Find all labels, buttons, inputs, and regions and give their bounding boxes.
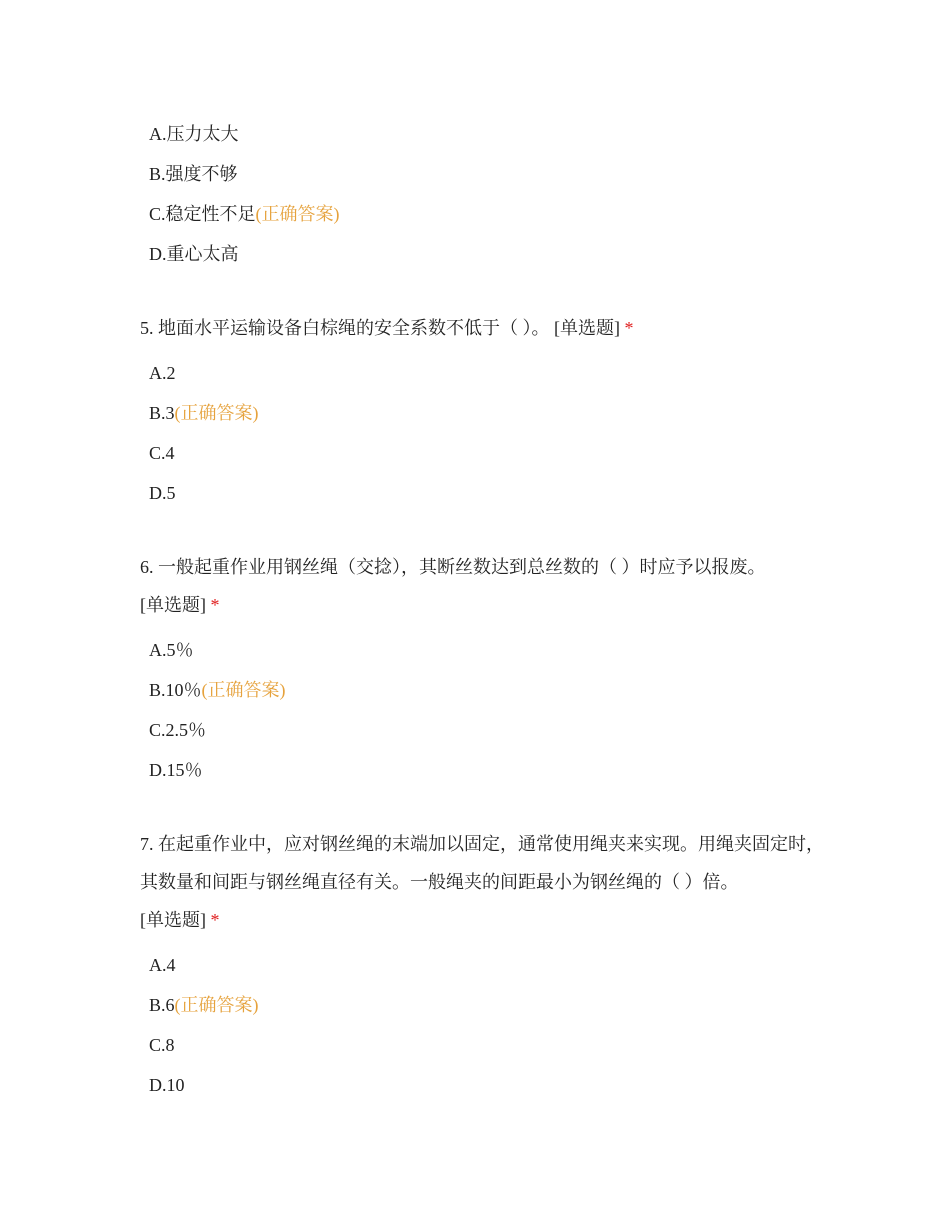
question-5-option-d: D.5 — [149, 483, 176, 503]
spacer — [140, 513, 830, 548]
question-5-option-b: B.3(正确答案) — [149, 403, 259, 423]
correct-answer-tag: (正确答案) — [174, 403, 259, 423]
question-type: [单选题] — [140, 910, 206, 930]
required-mark: * — [210, 910, 220, 930]
question-6-option-a: A.5％ — [149, 640, 194, 660]
question-5-stem: 5. 地面水平运输设备白棕绳的安全系数不低于（ ）。 [单选题] * — [140, 318, 634, 338]
required-mark: * — [210, 595, 220, 615]
question-type: [单选题] — [554, 318, 620, 338]
required-mark: * — [624, 318, 634, 338]
question-4 — [140, 114, 830, 274]
question-7-option-d: D.10 — [149, 1075, 185, 1095]
question-6-option-b: B.10％(正确答案) — [149, 680, 286, 700]
correct-answer-tag: (正确答案) — [174, 995, 259, 1015]
question-4-option-a: A.压力太大 — [149, 124, 239, 144]
question-7-option-c: C.8 — [149, 1035, 175, 1055]
question-7-options — [140, 945, 830, 1105]
spacer — [140, 790, 830, 825]
question-7-option-b: B.6(正确答案) — [149, 995, 259, 1015]
question-7 — [140, 825, 830, 1105]
question-6-stem: 6. 一般起重作业用钢丝绳（交捻），其断丝数达到总丝数的（ ）时应予以报废。 [单选题] * — [140, 557, 766, 615]
question-type: [单选题] — [140, 595, 206, 615]
correct-answer-tag: (正确答案) — [201, 680, 286, 700]
question-7-stem: 7. 在起重作业中，应对钢丝绳的末端加以固定，通常使用绳夹来实现。用绳夹固定时，其数量和间距与钢丝绳直径有关。一般绳夹的间距最小为钢丝绳的（ ）倍。 [单选题] * — [140, 834, 824, 930]
correct-answer-tag: (正确答案) — [255, 204, 340, 224]
question-4-options — [140, 114, 830, 274]
question-6-option-d: D.15％ — [149, 760, 203, 780]
survey-page — [140, 114, 830, 1105]
question-4-option-b: B.强度不够 — [149, 164, 238, 184]
question-6-option-c: C.2.5％ — [149, 720, 207, 740]
question-4-option-c: C.稳定性不足(正确答案) — [149, 204, 340, 224]
question-5-option-a: A.2 — [149, 363, 176, 383]
question-5 — [140, 309, 830, 513]
question-6-options — [140, 630, 830, 790]
question-4-option-d: D.重心太高 — [149, 244, 239, 264]
question-6 — [140, 548, 830, 790]
question-5-option-c: C.4 — [149, 443, 175, 463]
question-7-option-a: A.4 — [149, 955, 176, 975]
question-5-options — [140, 353, 830, 513]
spacer — [140, 274, 830, 309]
